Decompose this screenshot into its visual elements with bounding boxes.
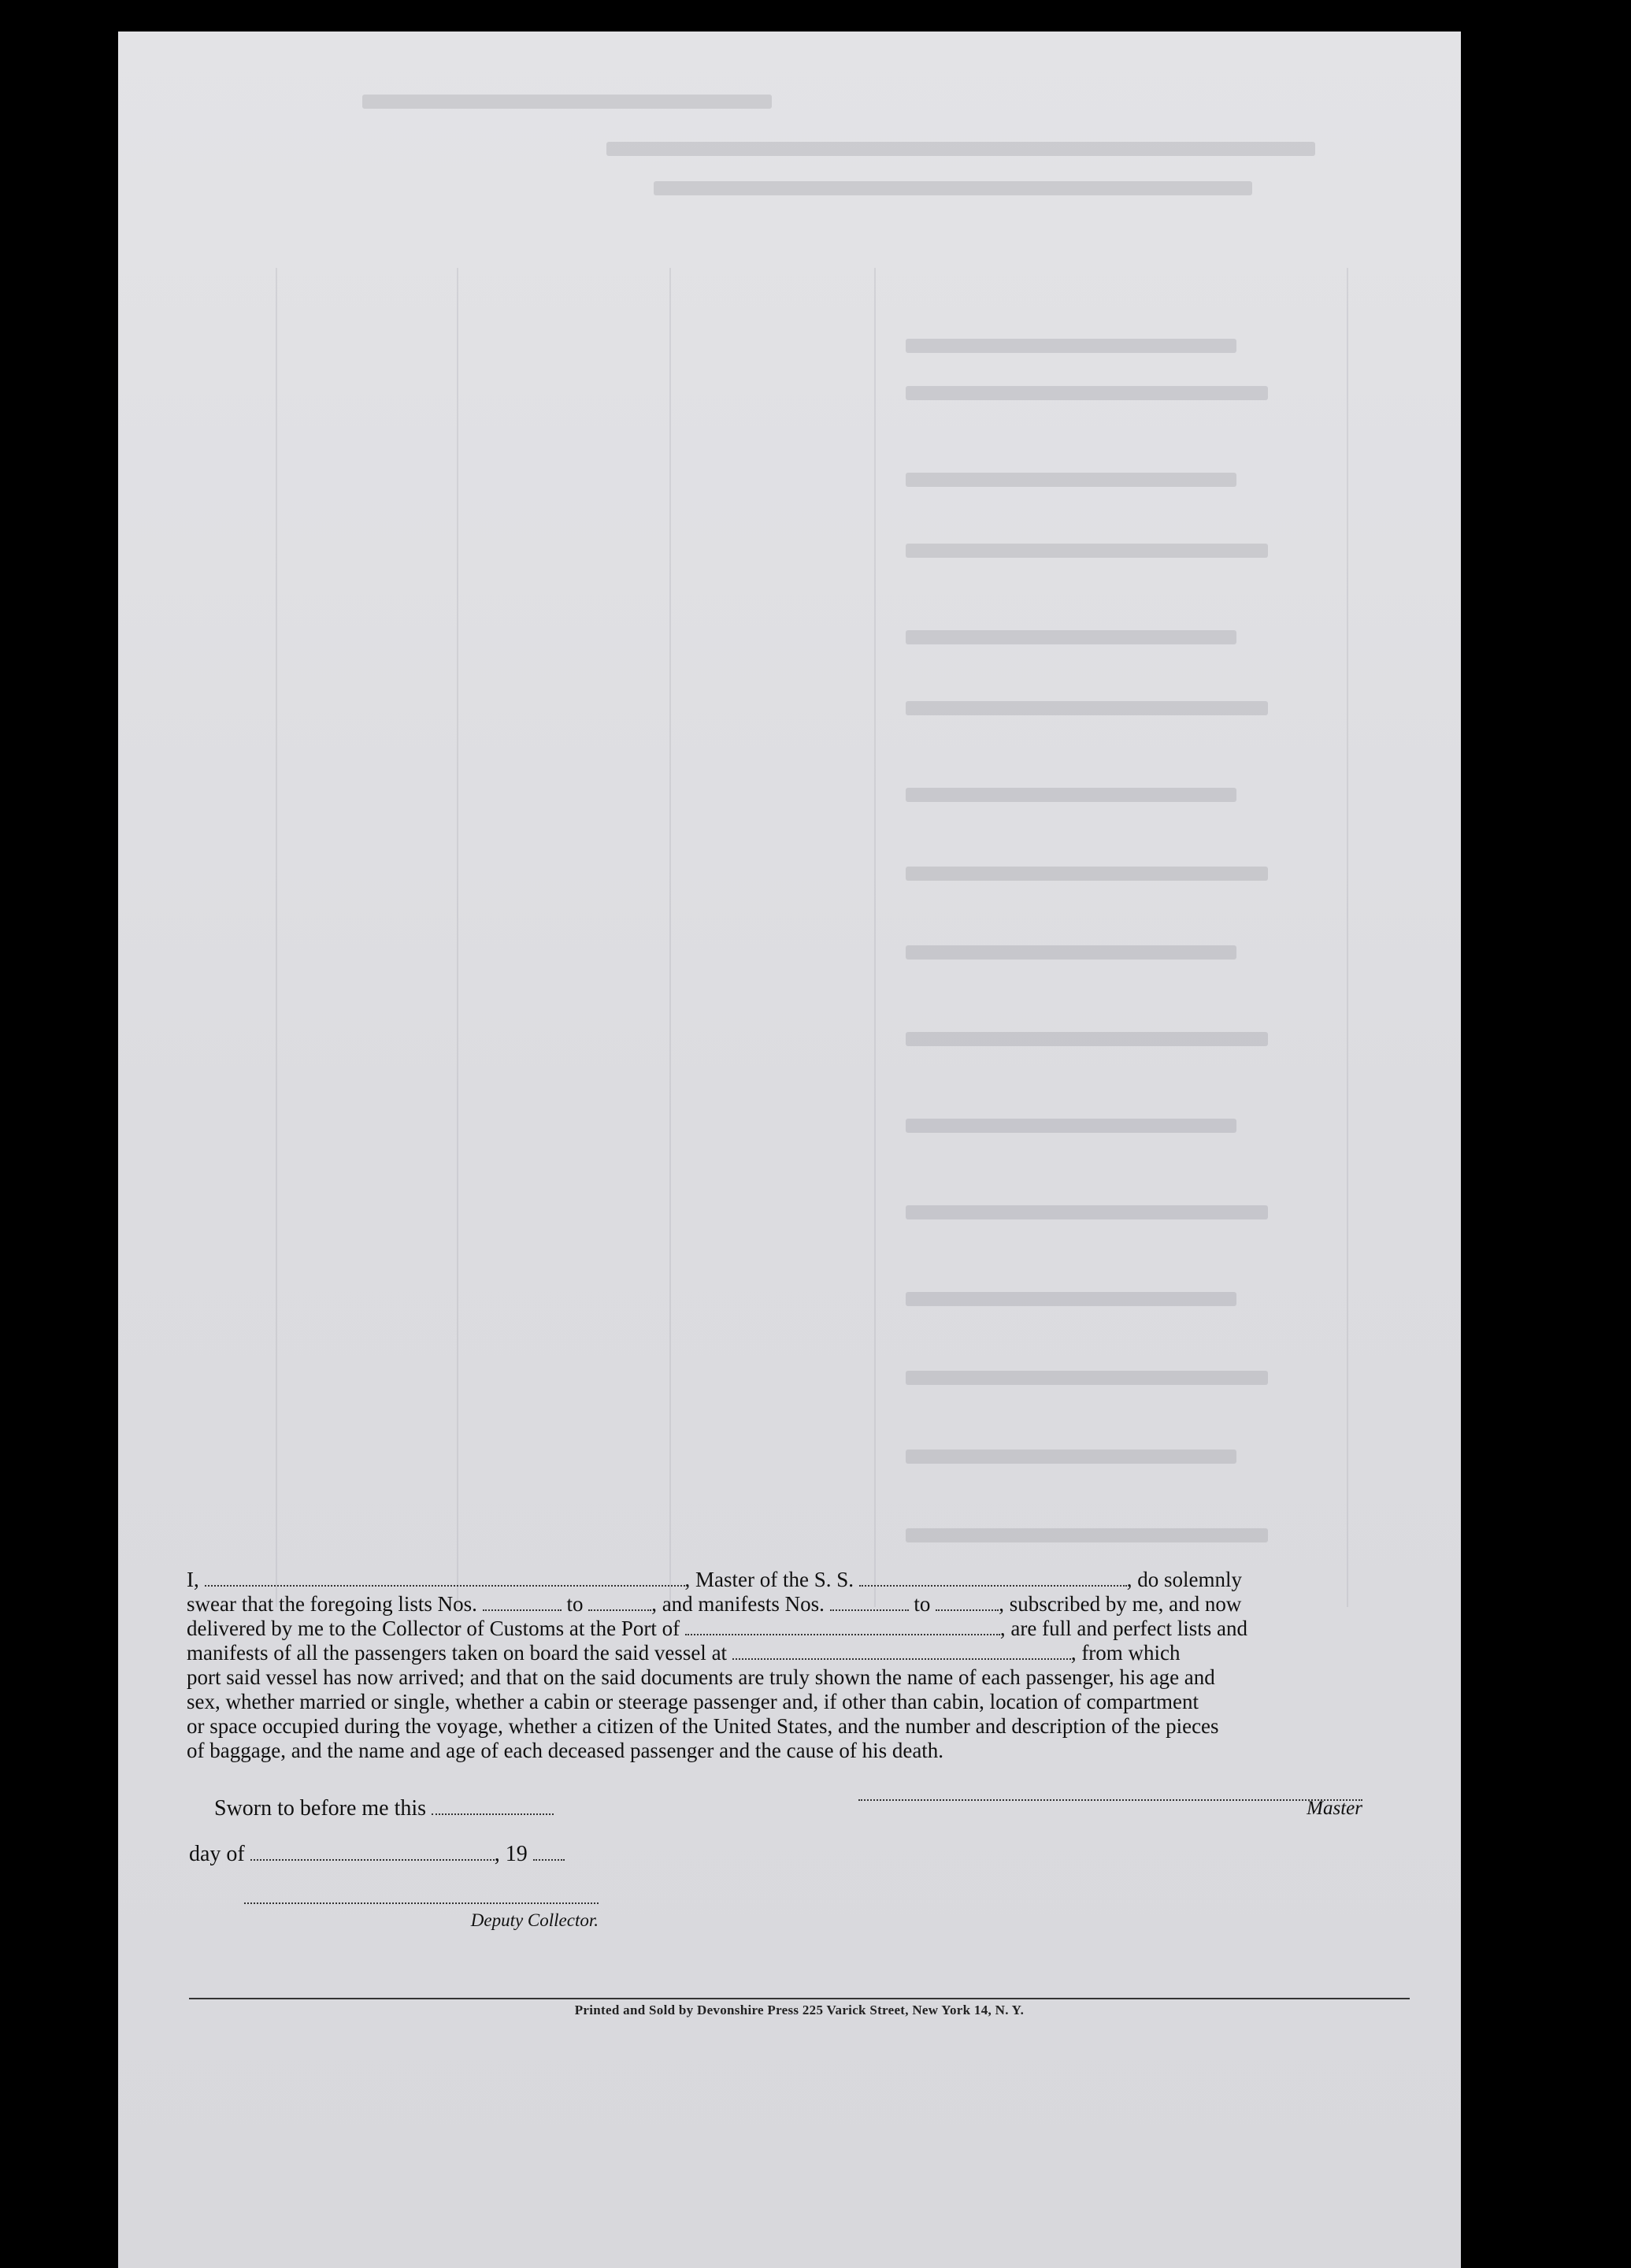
port-blank: [685, 1617, 1000, 1635]
masters-oath: [187, 1568, 1410, 1763]
oath-text: port said vessel has now arrived; and that on the said documents are truly shown the name of each passenger, his age and: [187, 1665, 1215, 1689]
oath-text: delivered by me to the Collector of Customs at the Port of: [187, 1617, 680, 1640]
oath-text: , subscribed by me, and now: [999, 1592, 1242, 1616]
master-label: Master: [1307, 1798, 1362, 1819]
year-prefix: , 19: [494, 1842, 528, 1866]
year-blank: [533, 1842, 565, 1861]
oath-text: , from which: [1070, 1641, 1181, 1665]
binder-hole-4: [1465, 611, 1504, 650]
oath-text: , are full and perfect lists and: [999, 1617, 1248, 1640]
binder-hole-3: [1479, 244, 1518, 284]
manifest-page: [118, 32, 1461, 2268]
sworn-label: Sworn to before me this: [214, 1796, 427, 1821]
oath-text: to: [914, 1592, 931, 1616]
oath-text: sex, whether married or single, whether a cabin or steerage passenger and, if other than cabin, location of compartment: [187, 1690, 1199, 1713]
manifest-from-blank: [830, 1592, 909, 1611]
oath-text: , and manifests Nos.: [651, 1592, 825, 1616]
list-to-blank: [588, 1592, 651, 1611]
binder-hole-5: [1465, 744, 1504, 783]
deputy-collector-signature-line: [244, 1902, 599, 1931]
binder-hole-6: [1465, 1111, 1504, 1150]
oath-text: , Master of the S. S.: [684, 1568, 854, 1591]
embarkation-port-blank: [732, 1641, 1071, 1660]
vessel-name-blank: [859, 1568, 1127, 1587]
oath-text: I,: [187, 1568, 199, 1591]
oath-text: manifests of all the passengers taken on board the said vessel at: [187, 1641, 728, 1665]
printer-imprint: Printed and Sold by Devonshire Press 225 Varick Street, New York 14, N. Y.: [574, 2003, 1025, 2017]
master-signature-line: [858, 1799, 1362, 1828]
deputy-collector-label: Deputy Collector.: [470, 1910, 599, 1930]
sworn-date-blank: [432, 1796, 554, 1815]
oath-text: to: [566, 1592, 584, 1616]
oath-text: swear that the foregoing lists Nos.: [187, 1592, 477, 1616]
footer-rule: [189, 1998, 1410, 1999]
sworn-line: [214, 1796, 554, 1821]
oath-text: of baggage, and the name and age of each deceased passenger and the cause of his death.: [187, 1739, 944, 1762]
binder-hole-9: [1466, 2076, 1506, 2115]
binder-hole-1: [1465, 88, 1504, 128]
month-blank: [250, 1842, 495, 1861]
binder-hole-8: [1466, 1939, 1506, 1979]
master-name-blank: [205, 1568, 685, 1587]
binder-hole-7: [1465, 1483, 1504, 1523]
list-from-blank: [483, 1592, 562, 1611]
day-of-label: day of: [189, 1842, 245, 1866]
day-of-line: [189, 1842, 565, 1867]
manifest-to-blank: [936, 1592, 999, 1611]
oath-text: , do solemnly: [1126, 1568, 1242, 1591]
oath-text: or space occupied during the voyage, whether a citizen of the United States, and the number and description of the pieces: [187, 1714, 1219, 1738]
